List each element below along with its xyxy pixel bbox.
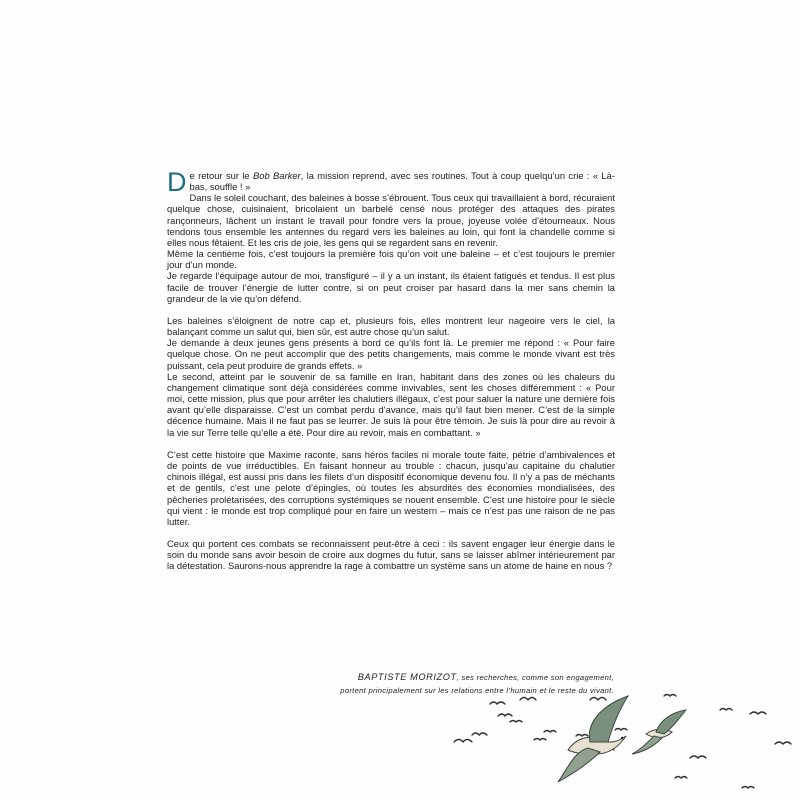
bird-icon	[690, 756, 706, 758]
bird-icon	[664, 695, 676, 697]
paragraph: Ceux qui portent ces combats se reconnaissent peut-être à ceci : ils savent engager leur énergie dans le soin du monde sans avoir besoin de croire aux dogmes du futur, sans se laisser abîmer intérieurement par la détestation. Saurons-nous apprendre la rage à combattre un système sans un atome de haine en nous ?	[167, 538, 615, 572]
bird-icon	[510, 721, 522, 723]
bird-icon	[720, 709, 732, 711]
small-seabird-icon	[632, 710, 686, 754]
bird-icon	[490, 702, 505, 704]
paragraph: Je regarde l’équipage autour de moi, transfiguré – il y a un instant, ils étaient fatigués et tendus. Il est plus facile de trouver l’énergie de lutter contre, si on peut croiser par hasard dans la mer sans chemin la grandeur de la vie qu’on défend.	[167, 270, 615, 304]
paragraph: Même la centième fois, c’est toujours la première fois qu’on voit une baleine – et c’est toujours le premier jour d’un monde.	[167, 248, 615, 271]
bird-icon	[520, 698, 536, 701]
signature-line-2: portent principalement sur les relations entre l’humain et le reste du vivant.	[340, 686, 614, 695]
bird-icon	[576, 735, 588, 737]
seabirds-illustration	[450, 690, 800, 800]
body-text	[167, 167, 615, 572]
bird-icon	[590, 698, 606, 701]
bird-icon	[675, 777, 687, 779]
paragraph: Les baleines s’éloignent de notre cap et, plusieurs fois, elles montrent leur nageoire vers le ciel, la balançant comme un salut qui, bien sûr, est autre chose qu’un salut.	[167, 315, 615, 338]
bird-icon	[544, 731, 556, 733]
bird-icon	[534, 739, 546, 741]
large-seabird-icon	[558, 696, 628, 782]
bird-icon	[615, 729, 627, 731]
paragraph: De retour sur le Bob Barker, la mission reprend, avec ses routines. Tout à coup quelqu’un crie : « Là-bas, souffle ! »	[167, 167, 615, 197]
bird-icon	[742, 787, 754, 789]
paragraph: C’est cette histoire que Maxime raconte, sans héros faciles ni morale toute faite, pétrie d’ambivalences et de points de vue irréductibles. En faisant honneur au trouble : chacun, jusqu’au capitaine du chalutier chinois illégal, est aussi pris dans les filets d’un dispositif économique devenu fou. Il n’y a pas de méchants et de gentils, c’est une pelote d’épingles, où toutes les absurdités des économies mondialisées, des pêcheries prolétarisées, des corruptions systémiques se nouent ensemble. C’est une histoire pour le siècle qui vient : le monde est trop compliqué pour en faire un western – mais ce n’est pas une raison de ne pas lutter.	[167, 448, 615, 527]
signature-line-1: BAPTISTE MORIZOT, ses recherches, comme son engagement,	[357, 672, 614, 682]
paragraph: Le second, atteint par le souvenir de sa famille en Iran, habitant dans des zones où les chaleurs du changement climatique sont déjà considérées comme invivables, sent les choses différemment : « Pour moi, cette mission, plus que pour arrêter les chalutiers illégaux, c’est pour saluer la nature une dernière fois avant qu’elle disparaisse. C’est un combat perdu d’avance, mais qu’il faut bien mener. C’est de la simple décence humaine. Mais il ne faut pas se leurrer. Je suis là pour être témoin. Je suis là pour dire au revoir à la vie sur Terre telle qu’elle a été. Pour dire au revoir, mais en combattant. »	[167, 370, 615, 438]
bird-icon	[454, 740, 472, 743]
paragraph: Je demande à deux jeunes gens présents à bord ce qu’ils font là. Le premier me répond : « Pour faire quelque chose. On ne peut accomplir que des petits changements, mais comme le monde vivant est très puissant, cela peut produire de grands effets. »	[167, 337, 615, 371]
bird-icon	[775, 742, 791, 744]
bird-icon	[750, 712, 766, 714]
drop-cap: D	[167, 167, 187, 197]
paragraph: Dans le soleil couchant, des baleines à bosse s’ébrouent. Tous ceux qui travaillaient à bord, récuraient quelque chose, cuisinaient, bricolaient un barbelé censé nous protéger des attaques des pirates rançonneurs, lâchent un instant le travail pour fondre vers la proue, joyeuse volée d’étourneaux. Nous tendons tous ensemble les antennes du regard vers les baleines au loin, qui font la chandelle comme si elles nous fêtaient. Et les cris de joie, les gens qui se regardent sans en revenir.	[167, 192, 615, 248]
ship-name: Bob Barker	[253, 170, 301, 181]
bird-icon	[472, 733, 487, 735]
bird-icon	[498, 714, 512, 716]
author-name: BAPTISTE MORIZOT	[357, 672, 457, 682]
